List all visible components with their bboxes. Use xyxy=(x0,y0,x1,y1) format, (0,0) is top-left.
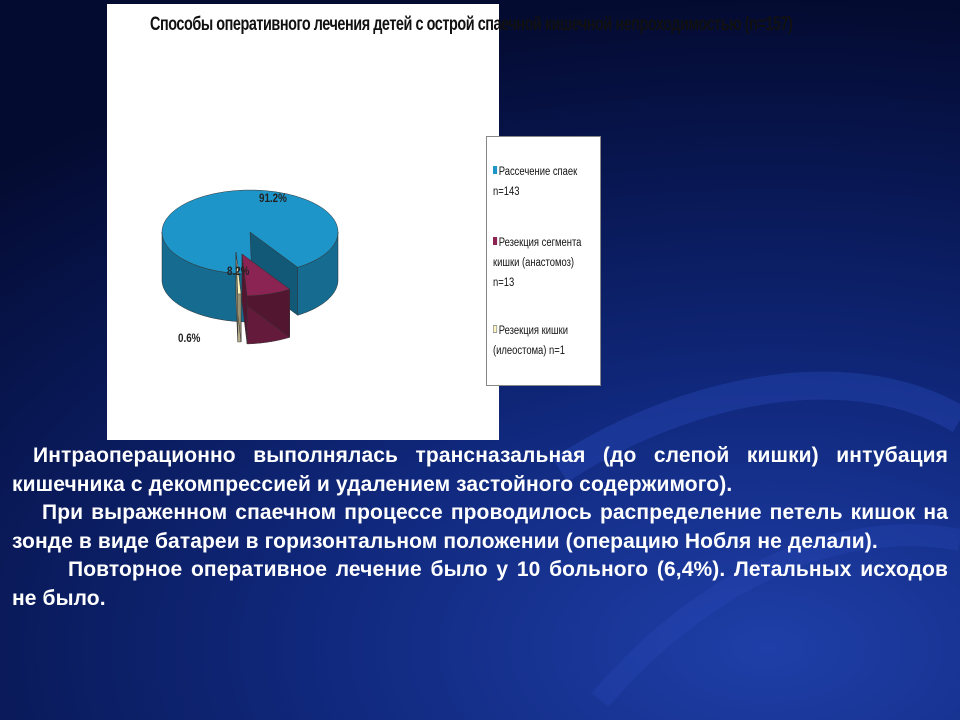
legend-label-2: Резекция сегмента кишки (анастомоз) n=13 xyxy=(493,237,582,289)
pie-chart xyxy=(107,4,499,440)
chart-card xyxy=(107,4,582,440)
paragraph-1: Интраоперационно выполнялась трансназальная (до слепой кишки) интубация кишечника с декомпрессией и удалением застойного содержимого). xyxy=(12,444,948,496)
chart-title: Способы оперативного лечения детей с острой спаечной кишечной непроходимостью (n=157) xyxy=(150,14,793,35)
legend-item-2 xyxy=(493,233,582,293)
chart-legend xyxy=(486,136,601,386)
data-label-1: 91.2% xyxy=(259,192,287,206)
legend-swatch-1 xyxy=(493,166,497,174)
legend-swatch-2 xyxy=(493,237,497,245)
data-label-3: 0.6% xyxy=(178,332,201,346)
legend-label-1: Рассечение спаек n=143 xyxy=(493,166,578,198)
legend-item-1 xyxy=(493,162,582,202)
data-label-2: 8.2% xyxy=(227,265,250,279)
legend-swatch-3 xyxy=(493,325,497,333)
legend-label-3: Резекция кишки (илеостома) n=1 xyxy=(493,325,568,357)
legend-item-3 xyxy=(493,321,582,361)
paragraph-3: Повторное оперативное лечение было у 10 больного (6,4%). Летальных исходов не было. xyxy=(12,558,948,610)
paragraph-2: При выраженном спаечном процессе проводилось распределение петель кишок на зонде в виде батареи в горизонтальном положении (операцию Нобля не делали). xyxy=(12,501,948,553)
slide-body xyxy=(12,442,948,613)
